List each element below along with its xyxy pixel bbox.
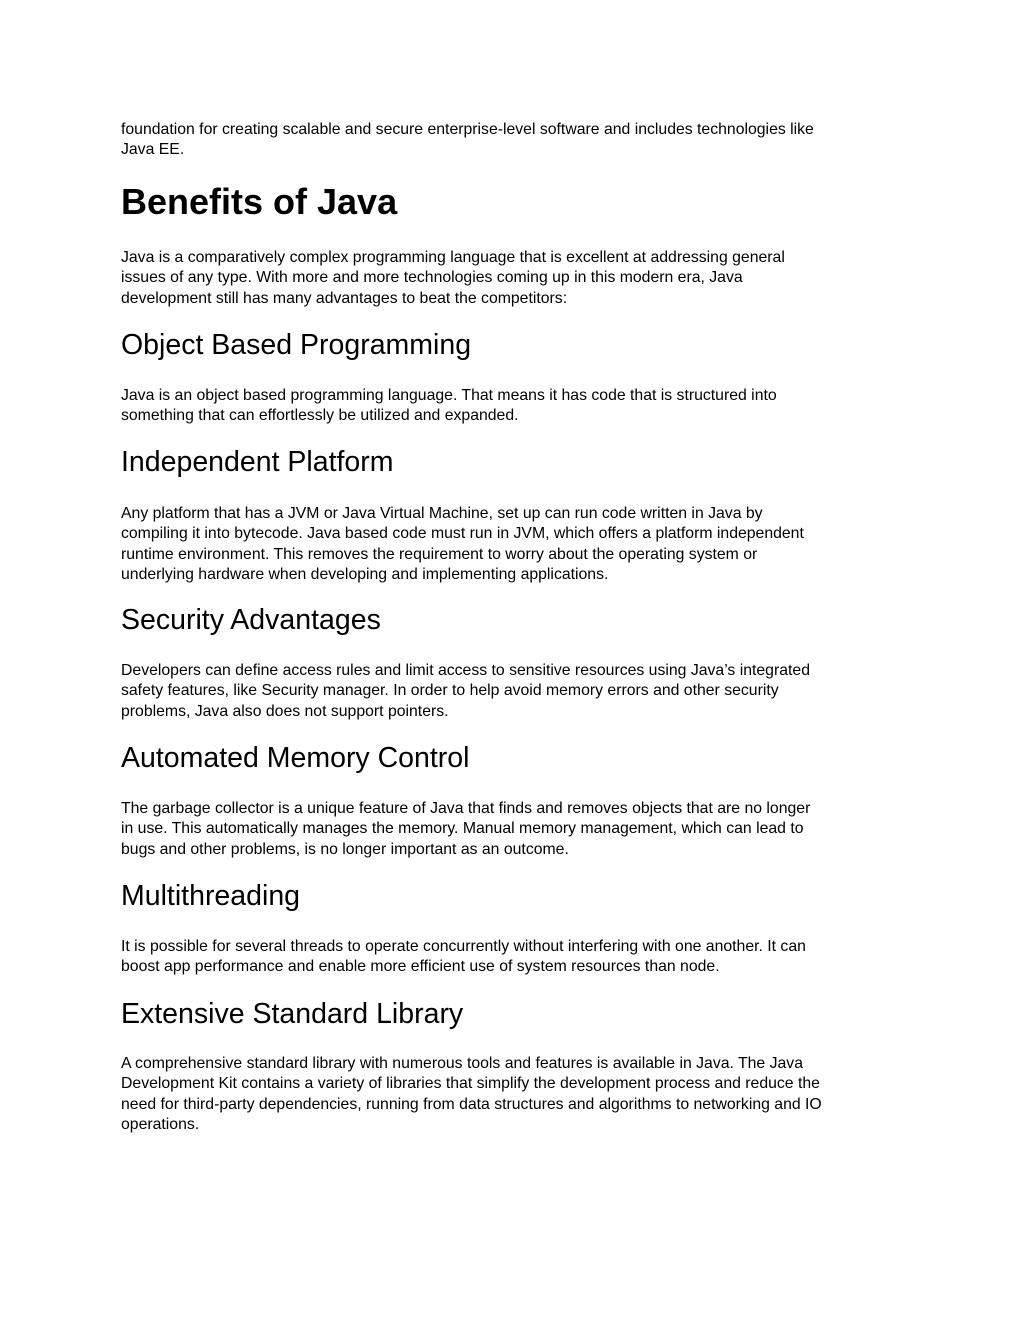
section-paragraph — [121, 937, 806, 978]
section-paragraph — [121, 799, 810, 860]
text-line: runtime environment. This removes the requirement to worry about the operating system or — [121, 545, 758, 563]
text-line: A comprehensive standard library with numerous tools and features is available in Java. The Java — [121, 1055, 803, 1072]
text-line: operations. — [121, 1116, 200, 1134]
text-line: Development Kit contains a variety of libraries that simplify the development process and reduce the — [121, 1075, 820, 1093]
section-paragraph — [121, 504, 804, 586]
lead-paragraph — [121, 248, 785, 309]
text-line: compiling it into bytecode. Java based code must run in JVM, which offers a platform independent — [121, 525, 804, 543]
section-paragraph — [121, 386, 777, 427]
text-line: safety features, like Security manager. In order to help avoid memory errors and other security — [121, 682, 779, 700]
text-line: in use. This automatically manages the memory. Manual memory management, which can lead to — [121, 820, 804, 838]
section-paragraph — [121, 1054, 822, 1136]
text-line: Developers can define access rules and limit access to sensitive resources using Java’s integrated — [121, 662, 810, 679]
text-line: foundation for creating scalable and secure enterprise-level software and includes technologies like — [121, 121, 814, 138]
text-line: Java is a comparatively complex programming language that is excellent at addressing general — [121, 249, 785, 266]
text-line: problems, Java also does not support pointers. — [121, 702, 449, 720]
text-line: something that can effortlessly be utilized and expanded. — [121, 407, 519, 425]
section-paragraph — [121, 661, 810, 722]
section-heading: Automated Memory Control — [121, 742, 470, 774]
section-heading: Multithreading — [121, 880, 301, 912]
text-line: boost app performance and enable more efficient use of system resources than node. — [121, 958, 720, 976]
section-heading: Security Advantages — [121, 604, 381, 636]
text-line: development still has many advantages to beat the competitors: — [121, 289, 568, 307]
section-heading: Independent Platform — [121, 446, 394, 478]
text-line: issues of any type. With more and more technologies coming up in this modern era, Java — [121, 269, 743, 287]
intro-paragraph — [121, 120, 814, 161]
section-heading: Object Based Programming — [121, 329, 472, 361]
page-title: Benefits of Java — [121, 181, 398, 222]
text-line: underlying hardware when developing and implementing applications. — [121, 566, 609, 584]
text-line: It is possible for several threads to operate concurrently without interfering with one another. It can — [121, 938, 806, 955]
text-line: Java EE. — [121, 141, 185, 159]
text-line: need for third-party dependencies, running from data structures and algorithms to networking and IO — [121, 1095, 822, 1113]
text-line: The garbage collector is a unique feature of Java that finds and removes objects that are no longer — [121, 800, 811, 817]
text-line: Any platform that has a JVM or Java Virtual Machine, set up can run code written in Java by — [121, 505, 763, 522]
text-line: Java is an object based programming language. That means it has code that is structured into — [121, 387, 777, 404]
text-line: bugs and other problems, is no longer important as an outcome. — [121, 840, 569, 858]
section-heading: Extensive Standard Library — [121, 998, 464, 1030]
